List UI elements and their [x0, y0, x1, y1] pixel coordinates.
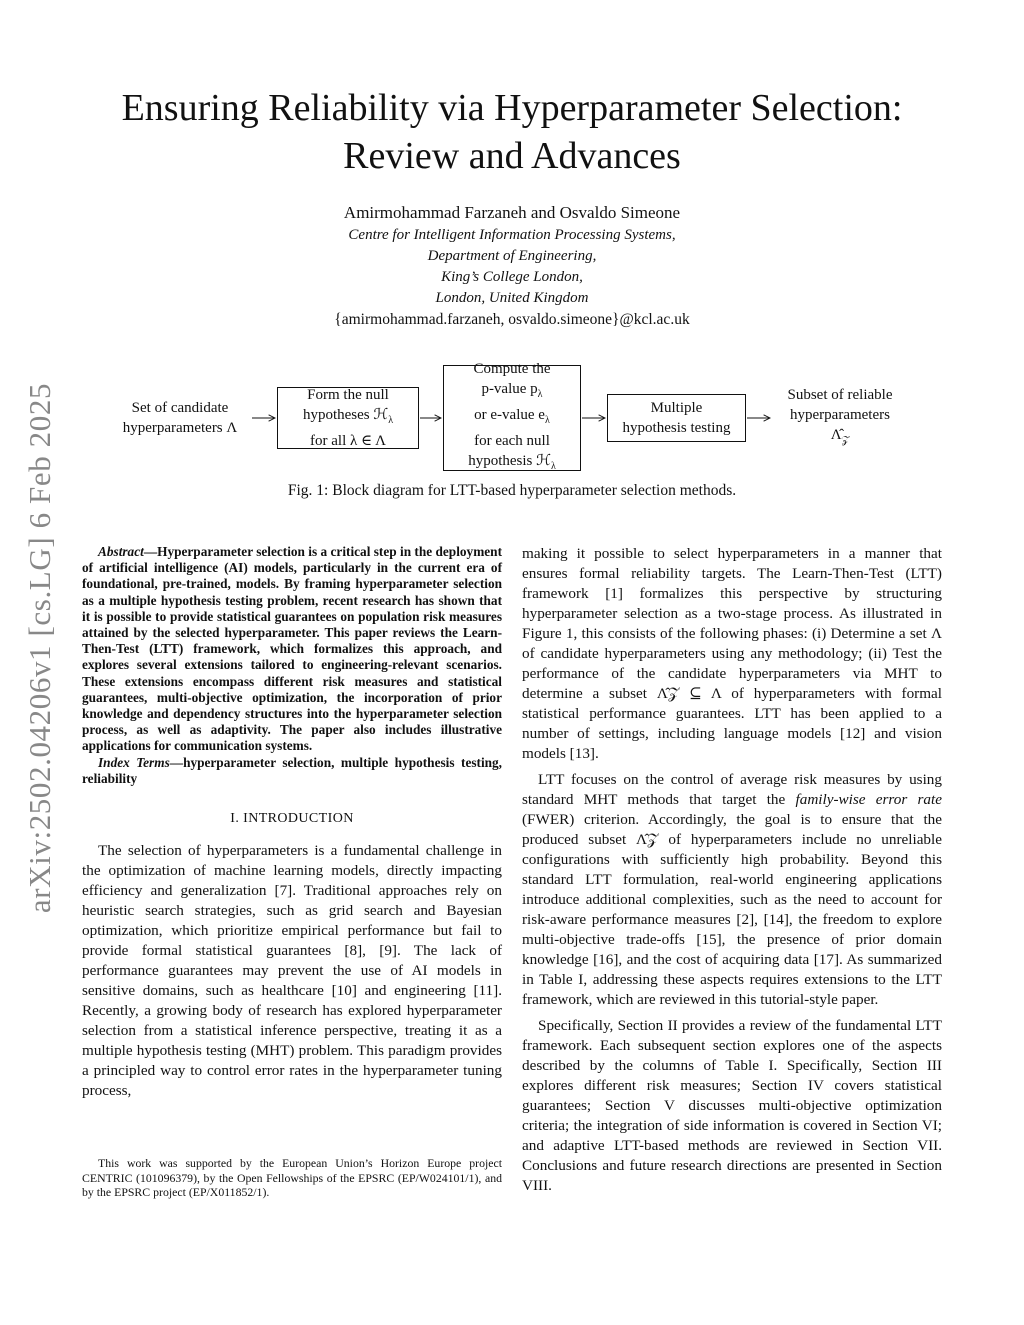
arxiv-id: arXiv:2502.04206v1 [cs.LG] 6 Feb 2025 — [22, 382, 58, 913]
abstract-text: —Hyperparameter selection is a critical step in the deployment of artificial intelligence (AI) models, particularly in the current era of foundational, pre-trained, models. By framing hyperparameter selection as a multiple hypothesis testing problem, recent research has shown that it is possible to provide statistical guarantees on population risk measures attained by the selected hyperparameter. This paper reviews the Learn-Then-Test (LTT) framework, which formalizes this approach, and explores several extensions tailored to engineering-relevant scenarios. These extensions encompass different risk measures and statistical guarantees, multi-objective optimization, the incorporation of prior knowledge and dependency structures into the hyperparameter selection process, as well as adaptivity. The paper also includes illustrative applications for communication systems. — [82, 544, 502, 754]
node-compute-pvalue: Compute the p-value $p_\lambda$ or e-value $e_\lambda$ for each null hypothesis ℋ$_\lambda$ — [443, 365, 581, 471]
abstract-label: Abstract — [98, 544, 144, 559]
node-candidate-set-line-1: Set of candidate — [131, 400, 229, 416]
author-email: {amirmohammad.farzaneh, osvaldo.simeone}@kcl.ac.uk — [334, 311, 690, 328]
intro-paragraph-3: Specifically, Section II provides a review of the fundamental LTT framework. Each subsequent section explores one of the aspects described by the columns of Table I. Specifically, Section III explores different risk measures; Section IV covers statistical guarantees; Section V discusses multi-objective optimization criteria; the integration of side information is covered in Section VI; and adaptive LTT-based methods are reviewed in Section VII. Conclusions and future research directions are presented in Section VIII. — [522, 1017, 942, 1194]
index-terms — [82, 755, 502, 787]
affiliation-line-4: London, United Kingdom — [435, 290, 589, 306]
index-terms-text: —hyperparameter selection, multiple hypothesis testing, reliability — [82, 754, 503, 786]
intro-p2-part-b: (FWER) criterion. Accordingly, the goal is to ensure that the produced subset Λ̂𝒵 of hyperparameters include no unreliable configurations with sufficiently high probability. Beyond this standard LTT formulation, real-world engineering applications introduce additional complexities, such as the need to account for risk-aware performance measures [2], [14], the freedom to explore multi-objective trade-offs [15], the presence of prior domain knowledge [16], and the cost of acquiring data [17]. As summarized in Table I, addressing these aspects requires extensions to the LTT framework, which are reviewed in this tutorial-style paper. — [522, 811, 942, 1008]
node-form-null-line-1: Form the null — [307, 387, 389, 403]
node-reliable-subset: Subset of reliable hyperparameters $\Lambdâ_𝒵$ — [787, 387, 893, 446]
node-reliable-line-3: Λ̂ — [830, 427, 842, 443]
node-compute-line-1: Compute the — [473, 361, 551, 377]
figure-caption: Fig. 1: Block diagram for LTT-based hyperparameter selection methods. — [287, 482, 737, 499]
section-heading-introduction: I. INTRODUCTION — [230, 811, 354, 827]
title-line-2: Review and Advances — [343, 135, 681, 177]
node-candidate-set-line-2: hyperparameters Λ — [122, 420, 238, 436]
affiliation-line-2: Department of Engineering, — [427, 248, 597, 264]
node-multiple-line-2: hypothesis testing — [622, 420, 731, 436]
right-column — [522, 544, 942, 1202]
node-compute-line-5: hypothesis ℋ — [468, 453, 551, 469]
affiliation-line-1: Centre for Intelligent Information Processing Systems, — [348, 227, 676, 243]
node-compute-line-4: for each null — [474, 433, 550, 449]
node-form-null-line-2: hypotheses ℋ — [302, 407, 389, 423]
title-line-1: Ensuring Reliability via Hyperparameter Selection: — [121, 87, 903, 129]
footnote: This work was supported by the European Union’s Horizon Europe project CENTRIC (101096379), by the Open Fellowships of the EPSRC (EP/W024101/1), and by the EPSRC project (EP/X011852/1). — [82, 1156, 502, 1200]
node-form-null-hypotheses: Form the null hypotheses ℋ$_\lambda$ for all λ ∈ Λ — [277, 387, 419, 449]
left-column — [82, 544, 502, 1101]
node-multiple-testing — [607, 394, 746, 442]
node-compute-line-2: p-value p — [481, 381, 538, 397]
intro-paragraph-1: The selection of hyperparameters is a fundamental challenge in the optimization of machine learning models, directly impacting efficiency and generalization [7]. Traditional approaches rely on heuristic search strategies, such as grid search and Bayesian optimization, which prioritize empirical performance but fail to provide formal statistical guarantees [8], [9]. The lack of performance guarantees may prevent the use of AI models in sensitive domains, such as healthcare [10] and engineering [11]. Recently, a growing body of research has explored hyperparameter selection from a statistical inference perspective, treating it as a multiple hypothesis testing (MHT) problem. This paradigm provides a principled way to control error rates in the hyperparameter tuning process, — [82, 842, 502, 1100]
intro-p2-part-a: LTT focuses on the control of average risk measures by using standard MHT methods that target the — [522, 771, 942, 808]
node-compute-line-3: or e-value e — [474, 407, 545, 423]
intro-paragraph-1-continued: making it possible to select hyperparameters in a manner that ensures formal reliability targets. The Learn-Then-Test (LTT) framework [1] formalizes this perspective by structuring hyperparameter selection as a two-stage process. As illustrated in Figure 1, this consists of the following phases: (i) Determine a set Λ of candidate hyperparameters using any methodology; (ii) Test the performance of the candidate hyperparameters via MHT to determine a subset Λ̂𝒵 ⊆ Λ of hyperparameters with formal statistical performance guarantees. LTT has been applied to a number of settings, including language models [12] and vision models [13]. — [522, 545, 942, 762]
node-reliable-line-2: hyperparameters — [790, 407, 890, 423]
abstract — [82, 544, 502, 755]
node-candidate-set — [110, 393, 250, 443]
intro-p2-emphasis: family-wise error rate — [795, 791, 942, 808]
node-multiple-line-1: Multiple — [650, 400, 703, 416]
node-form-null-line-3: for all λ ∈ Λ — [310, 433, 386, 449]
affiliation-line-3: King’s College London, — [441, 269, 583, 285]
index-terms-label: Index Terms — [98, 754, 170, 770]
node-reliable-line-1: Subset of reliable — [787, 387, 893, 403]
author-names: Amirmohammad Farzaneh and Osvaldo Simeone — [343, 203, 681, 222]
intro-paragraph-2 — [522, 770, 942, 1010]
